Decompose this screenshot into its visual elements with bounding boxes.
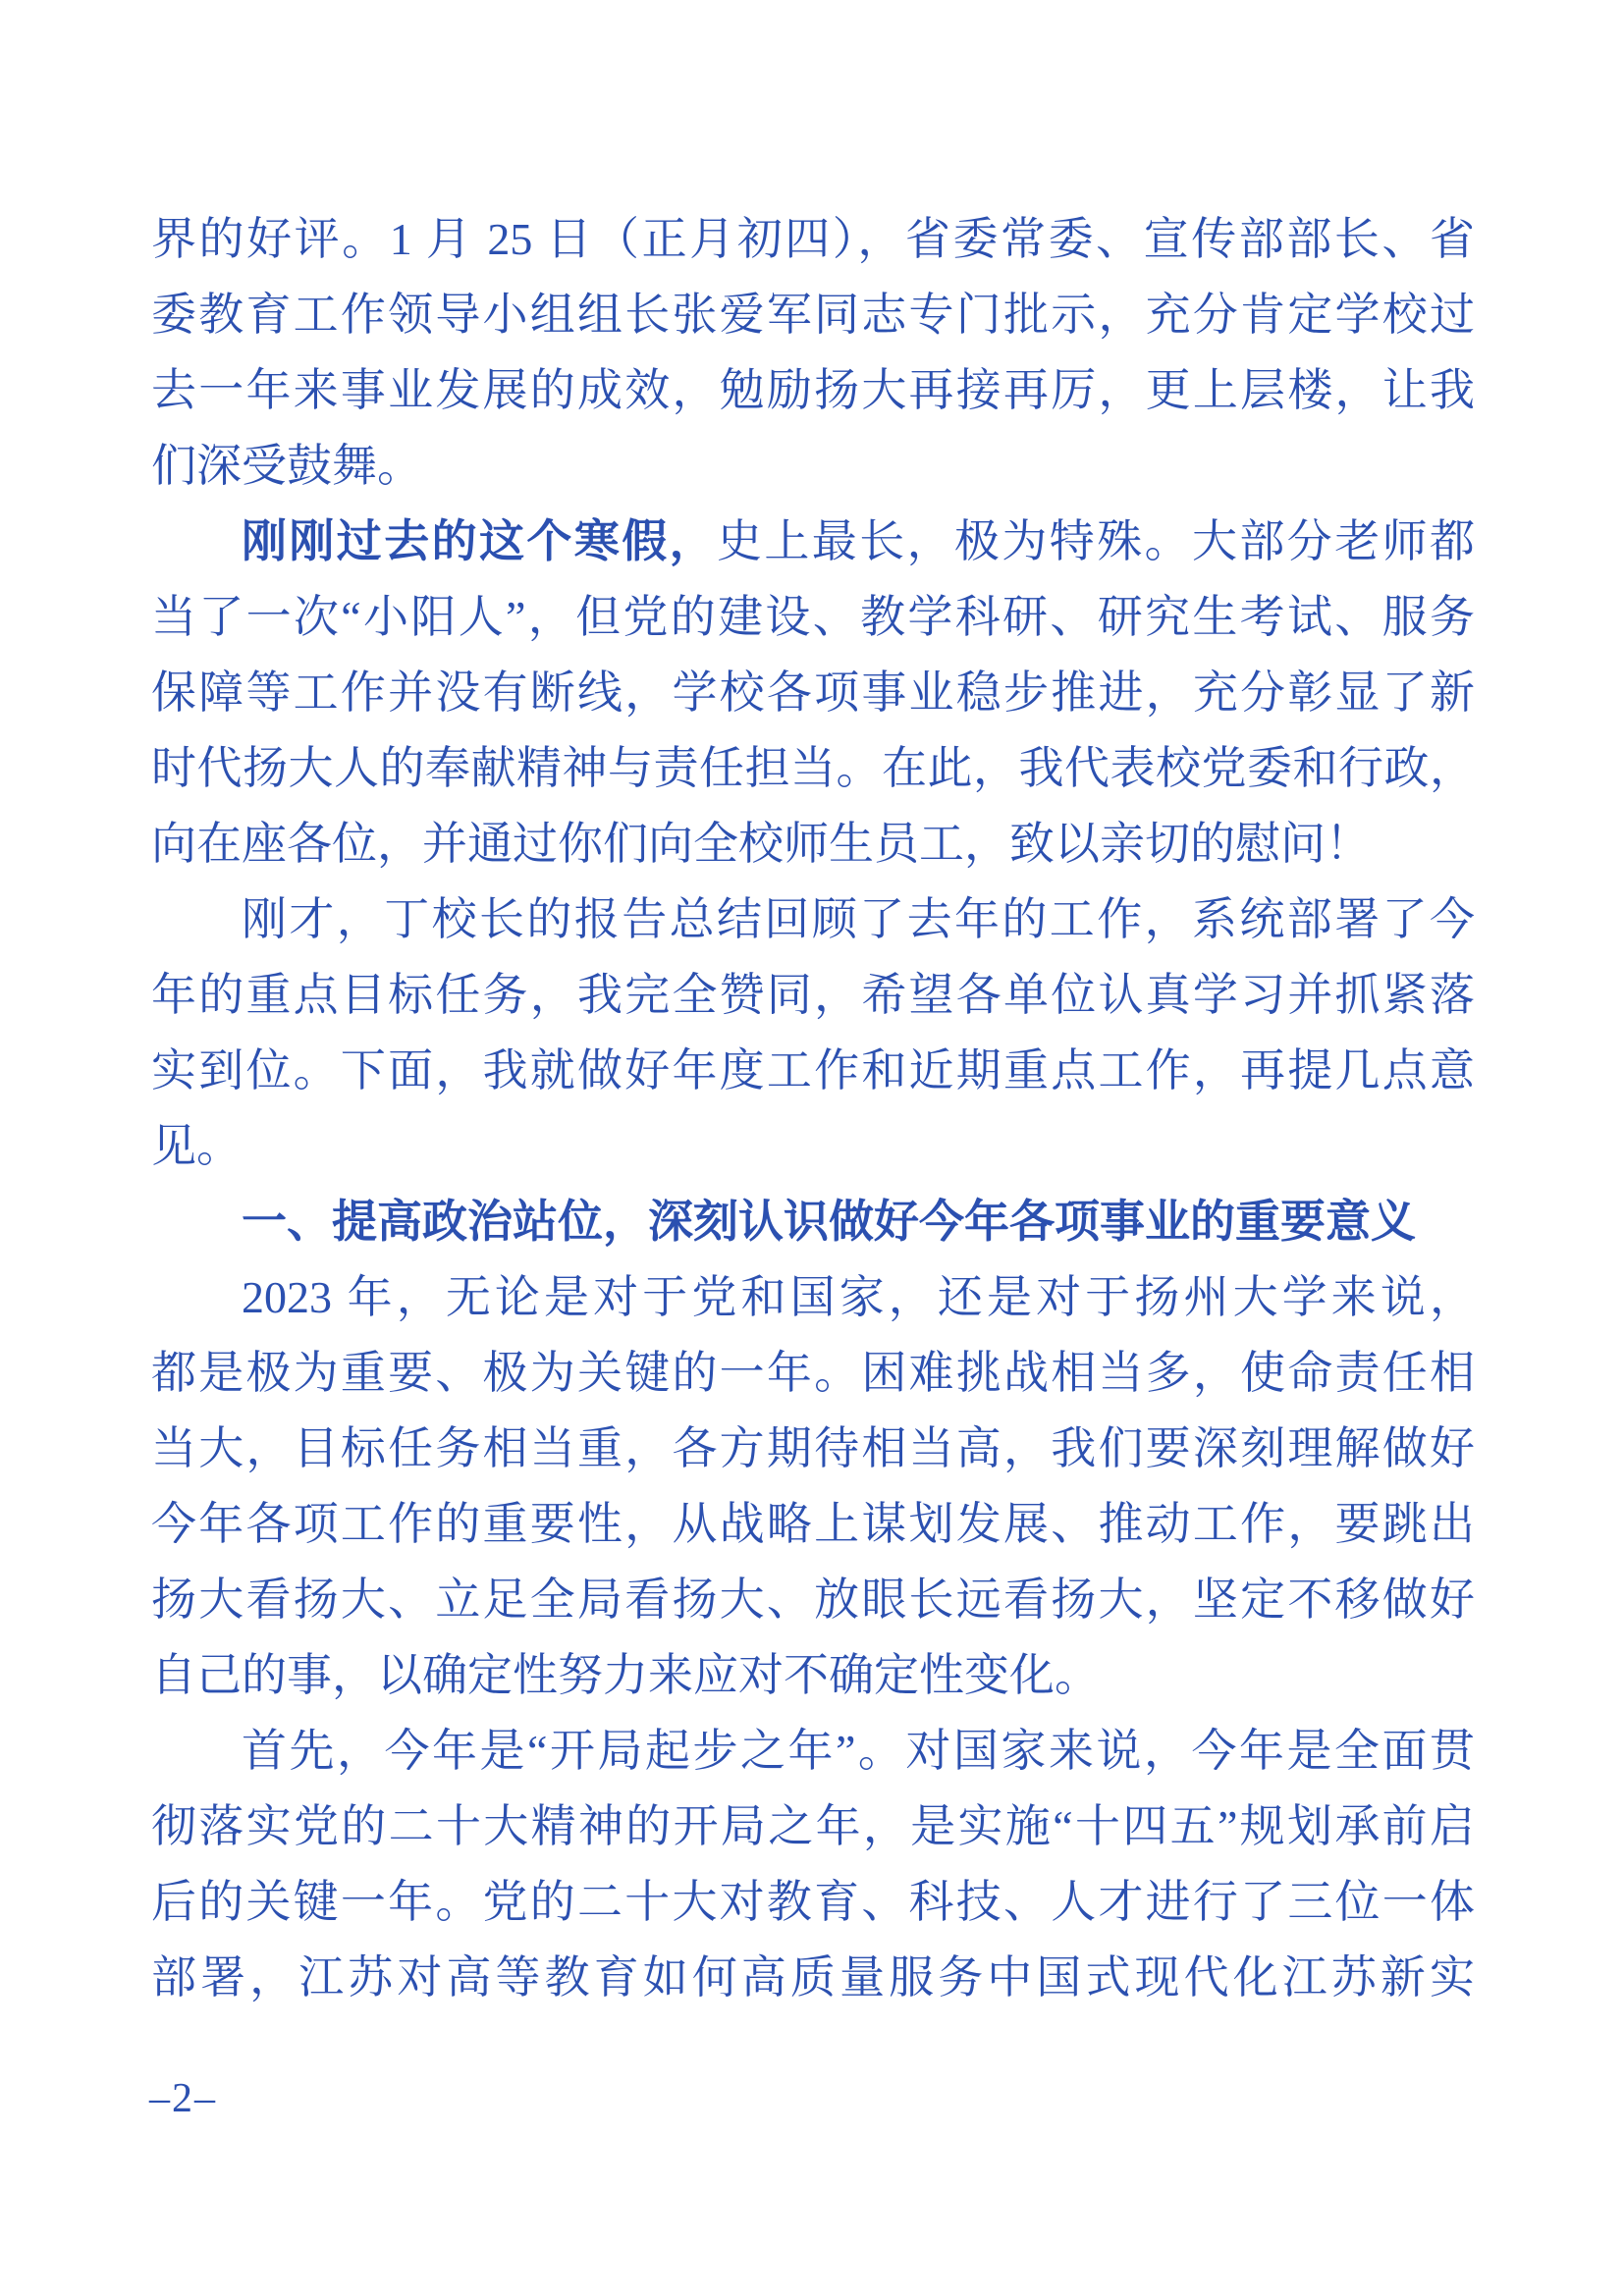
text-run: 去一年来事业发展的成效，勉励扬大再接再厉，更上层楼，让我 (151, 365, 1475, 415)
text-run: 向在座各位，并通过你们向全校师生员工，致以亲切的慰问！ (151, 819, 1371, 869)
text-run: 们深受鼓舞。 (151, 441, 422, 491)
text-run: 彻落实党的二十大精神的开局之年，是实施“十四五”规划承前启 (151, 1801, 1475, 1851)
text-line (151, 1335, 1475, 1411)
text-line (151, 352, 1475, 428)
text-run: 首先，今年是“开局起步之年”。对国家来说，今年是全面贯 (242, 1726, 1475, 1776)
text-run: 年的重点目标任务，我完全赞同，希望各单位认真学习并抓紧落 (151, 970, 1475, 1020)
text-line (151, 806, 1475, 881)
page-number: –2– (149, 2076, 217, 2121)
text-line (151, 428, 1475, 504)
text-line (151, 1789, 1475, 1864)
document-body (151, 201, 1475, 2015)
text-line (151, 1259, 1475, 1335)
text-run: 实到位。下面，我就做好年度工作和近期重点工作，再提几点意 (151, 1045, 1475, 1095)
text-line (151, 1486, 1475, 1562)
text-line (151, 504, 1475, 579)
text-run: 自己的事，以确定性努力来应对不确定性变化。 (151, 1650, 1100, 1700)
text-line (151, 1713, 1475, 1789)
text-line (151, 201, 1475, 277)
text-line (151, 1864, 1475, 1940)
section-heading-line (151, 1184, 1475, 1259)
text-run: 刚才，丁校长的报告总结回顾了去年的工作，系统部署了今 (242, 894, 1475, 944)
text-line (151, 1108, 1475, 1184)
text-run: 见。 (151, 1121, 242, 1171)
text-run: 史上最长，极为特殊。大部分老师都 (717, 516, 1475, 566)
text-run: 时代扬大人的奉献精神与责任担当。在此，我代表校党委和行政， (151, 743, 1475, 793)
text-line (151, 655, 1475, 730)
text-line (151, 881, 1475, 957)
text-line (151, 579, 1475, 655)
emphasized-text-run: 刚刚过去的这个寒假， (242, 515, 717, 566)
text-run: 保障等工作并没有断线，学校各项事业稳步推进，充分彰显了新 (151, 667, 1475, 718)
text-run: 当了一次“小阳人”，但党的建设、教学科研、研究生考试、服务 (151, 592, 1475, 642)
text-line (151, 1940, 1475, 2015)
text-line (151, 1562, 1475, 1637)
text-line (151, 730, 1475, 806)
text-line (151, 1411, 1475, 1486)
text-line (151, 1033, 1475, 1108)
text-line (151, 277, 1475, 352)
text-run: 当大，目标任务相当重，各方期待相当高，我们要深刻理解做好 (151, 1423, 1475, 1473)
text-run: 后的关键一年。党的二十大对教育、科技、人才进行了三位一体 (151, 1877, 1475, 1927)
emphasized-text-run: 一、提高政治站位，深刻认识做好今年各项事业的重要意义 (242, 1196, 1416, 1247)
text-run: 部署，江苏对高等教育如何高质量服务中国式现代化江苏新实 (151, 1952, 1475, 2002)
text-line (151, 957, 1475, 1033)
text-run: 2023 年，无论是对于党和国家，还是对于扬州大学来说， (242, 1272, 1475, 1322)
text-run: 扬大看扬大、立足全局看扬大、放眼长远看扬大，坚定不移做好 (151, 1575, 1475, 1625)
text-run: 都是极为重要、极为关键的一年。困难挑战相当多，使命责任相 (151, 1348, 1475, 1398)
text-run: 界的好评。1 月 25 日（正月初四），省委常委、宣传部部长、省 (151, 214, 1475, 264)
text-run: 今年各项工作的重要性，从战略上谋划发展、推动工作，要跳出 (151, 1499, 1475, 1549)
text-line (151, 1637, 1475, 1713)
text-run: 委教育工作领导小组组长张爱军同志专门批示，充分肯定学校过 (151, 290, 1475, 340)
